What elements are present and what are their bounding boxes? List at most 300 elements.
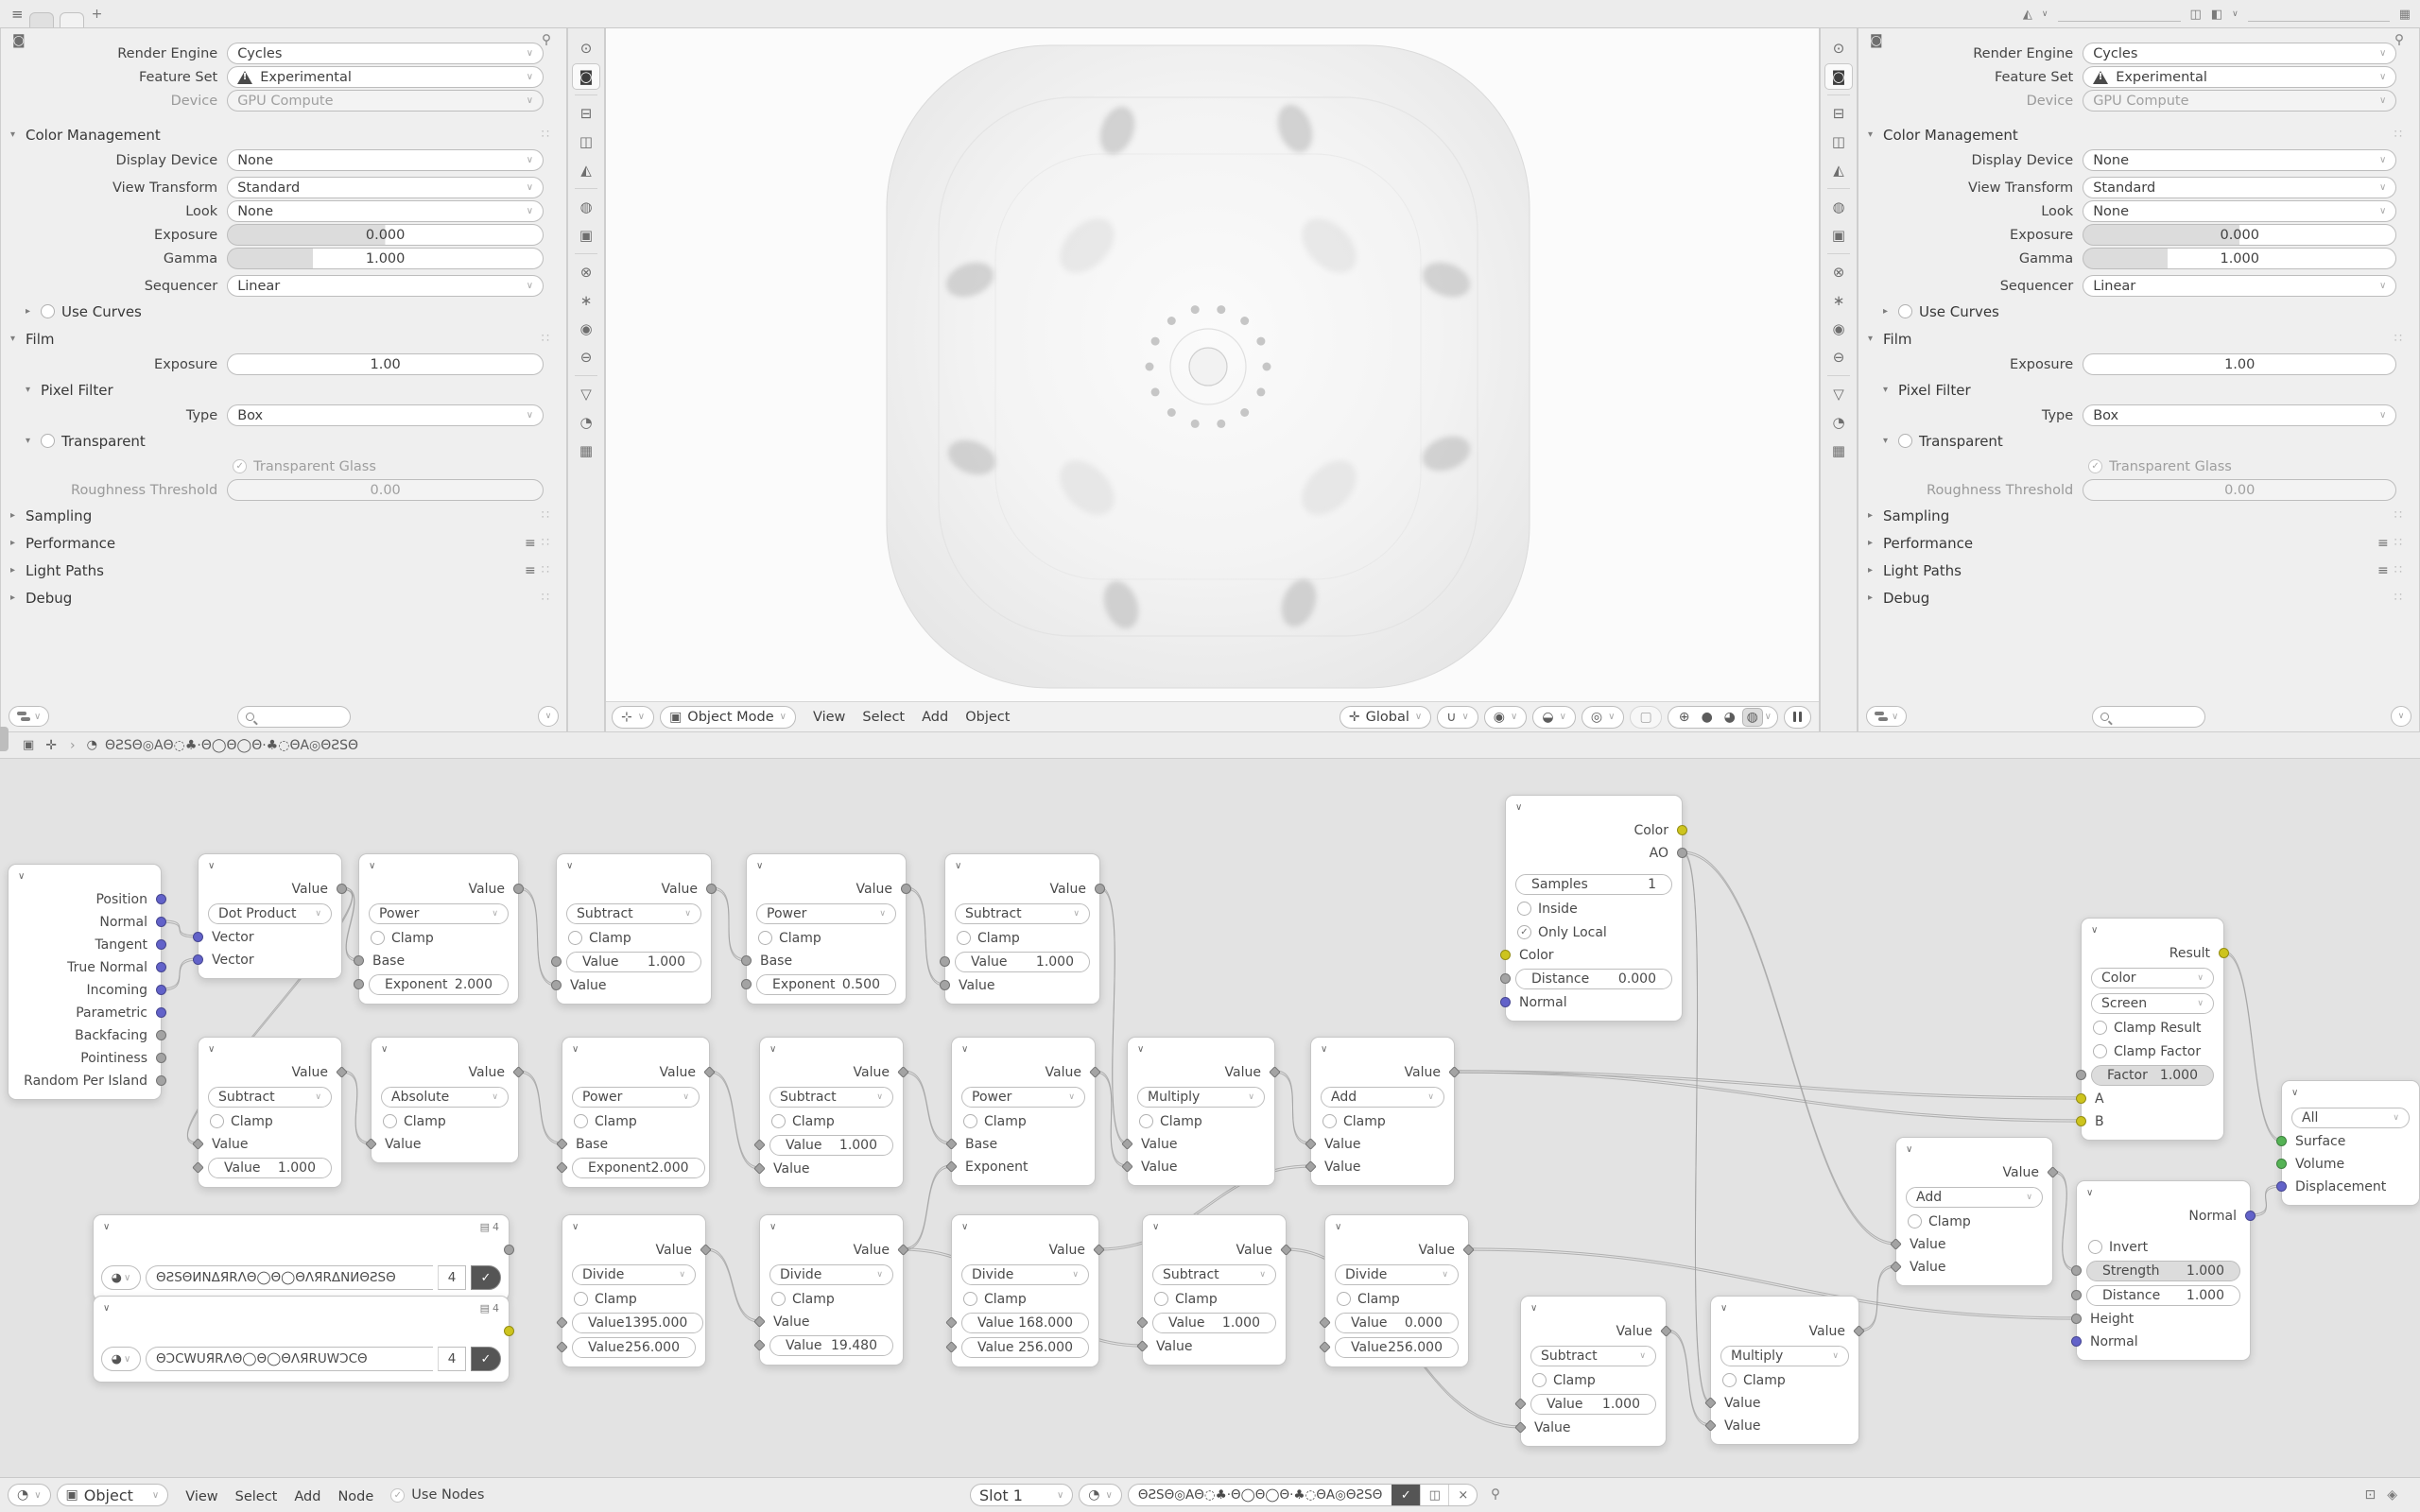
node-header[interactable] (562, 1038, 709, 1061)
snap-dropdown[interactable]: ∪ ∨ (1437, 706, 1478, 729)
checkbox-clamp[interactable] (771, 1114, 786, 1128)
properties-context-icon[interactable]: ◙ (12, 33, 26, 48)
operation-dropdown[interactable]: Color ∨ (2091, 968, 2214, 988)
value-field-roughness-threshold[interactable] (227, 479, 544, 501)
node-header[interactable] (562, 1215, 705, 1239)
subsection-header-use-curves[interactable] (1, 298, 566, 325)
collapse-chevron-icon[interactable]: ∨ (1335, 1222, 1342, 1232)
node-header[interactable] (1128, 1038, 1274, 1061)
output-socket-Result[interactable] (2219, 948, 2229, 958)
value-field-value[interactable] (572, 1313, 703, 1333)
chevron-down-icon[interactable]: ∨ (2041, 9, 2048, 19)
value-field-distance[interactable] (1515, 969, 1672, 989)
constraints-icon[interactable]: ⊖ (1832, 349, 1845, 366)
new-scene-icon[interactable]: ◫ (2189, 7, 2202, 22)
value-field-strength[interactable] (2086, 1261, 2240, 1281)
menu-view[interactable]: View (812, 709, 846, 725)
value-field-exponent[interactable] (369, 974, 509, 995)
collapse-chevron-icon[interactable]: ∨ (1530, 1303, 1538, 1314)
checkbox-only-local[interactable]: ✓ (1517, 925, 1531, 939)
checkbox-clamp[interactable] (371, 931, 385, 945)
operation-dropdown[interactable]: All ∨ (2291, 1108, 2410, 1128)
operation-dropdown[interactable]: Add ∨ (1906, 1187, 2043, 1208)
checkbox-clamp[interactable] (574, 1292, 588, 1306)
checkbox[interactable]: ✓ (2088, 459, 2102, 473)
section-header-performance[interactable] (1, 529, 566, 557)
dropdown-device[interactable] (227, 90, 544, 112)
dropdown-sequencer[interactable] (227, 275, 544, 297)
object-data-icon[interactable]: ▽ (1833, 386, 1844, 403)
checkbox-clamp[interactable] (758, 931, 772, 945)
dropdown-feature-set[interactable] (2083, 66, 2396, 88)
node-header[interactable] (2077, 1181, 2250, 1205)
value-field-exponent[interactable] (572, 1158, 705, 1178)
operation-dropdown[interactable]: Subtract ∨ (1152, 1264, 1276, 1285)
checkbox-clamp-result[interactable] (2093, 1021, 2107, 1035)
dropdown-type[interactable] (2083, 404, 2396, 426)
checkbox-clamp[interactable] (1908, 1214, 1922, 1228)
node-header[interactable] (952, 1038, 1095, 1061)
collapse-chevron-icon[interactable]: ∨ (955, 861, 962, 871)
output-icon[interactable]: ⊟ (1832, 105, 1845, 122)
collapse-chevron-icon[interactable]: ∨ (1906, 1144, 1913, 1155)
world-icon[interactable]: ◍ (579, 198, 593, 215)
input-socket-Distance[interactable] (2071, 1290, 2082, 1300)
dropdown-device[interactable] (2083, 90, 2396, 112)
node-header[interactable] (1896, 1138, 2052, 1161)
node-mix[interactable] (2081, 918, 2224, 1141)
output-socket-Incoming[interactable] (156, 985, 166, 995)
drag-dots-icon[interactable]: ∷ (541, 508, 551, 523)
operation-dropdown[interactable]: Subtract ∨ (208, 1087, 332, 1108)
collapse-chevron-icon[interactable]: ∨ (1720, 1303, 1728, 1314)
node-div1[interactable] (562, 1214, 706, 1367)
list-icon[interactable]: ≡ (2377, 562, 2389, 578)
output-socket-Tangent[interactable] (156, 939, 166, 950)
options-dropdown[interactable]: ∨ (2391, 706, 2411, 727)
output-socket-image[interactable] (504, 1245, 514, 1255)
collapse-chevron-icon[interactable]: ∨ (769, 1044, 777, 1055)
physics-icon[interactable]: ◉ (1832, 320, 1845, 337)
node-add1[interactable] (1310, 1037, 1455, 1186)
input-socket-Surface[interactable] (2276, 1136, 2287, 1146)
browse-image-dropdown[interactable]: ◕ ∨ (101, 1265, 141, 1290)
collapse-chevron-icon[interactable]: ∨ (208, 861, 216, 871)
checkbox-clamp[interactable] (1154, 1292, 1168, 1306)
node-mult1[interactable] (1127, 1037, 1275, 1186)
value-field-exponent[interactable] (756, 974, 896, 995)
shading-options-dropdown[interactable]: ∨ (1764, 712, 1772, 722)
new-material-copy-button[interactable]: ◫ (1420, 1484, 1448, 1506)
checkbox-clamp[interactable] (771, 1292, 786, 1306)
section-header-debug[interactable] (1858, 584, 2419, 611)
properties-context-icon[interactable]: ◙ (1870, 33, 1883, 48)
output-socket-Position[interactable] (156, 894, 166, 904)
output-socket-Parametric[interactable] (156, 1007, 166, 1018)
object-data-icon[interactable]: ▽ (580, 386, 592, 403)
output-socket-Random Per Island[interactable] (156, 1075, 166, 1086)
output-socket-True Normal[interactable] (156, 962, 166, 972)
drag-dots-icon[interactable]: ∷ (2394, 508, 2404, 523)
pause-render-button[interactable] (1784, 706, 1811, 729)
collapse-chevron-icon[interactable]: ∨ (1137, 1044, 1145, 1055)
collapse-chevron-icon[interactable]: ∨ (1515, 802, 1523, 813)
node-out[interactable] (2281, 1080, 2420, 1206)
region-corner-handle[interactable] (0, 727, 9, 751)
xray-toggle[interactable] (1630, 706, 1661, 729)
unlink-material-button[interactable]: × (1448, 1484, 1477, 1506)
value-field-value[interactable] (1152, 1313, 1276, 1333)
menu-node[interactable]: Node (337, 1488, 374, 1504)
collapse-chevron-icon[interactable]: ∨ (572, 1222, 579, 1232)
node-tex1[interactable] (93, 1214, 510, 1301)
value-field-factor[interactable] (2091, 1065, 2214, 1086)
section-header-film[interactable] (1, 325, 566, 352)
node-sub2[interactable] (944, 853, 1100, 1005)
checkbox-clamp[interactable] (1532, 1373, 1547, 1387)
checkbox-invert[interactable] (2088, 1240, 2102, 1254)
node-header[interactable] (94, 1297, 509, 1320)
collapse-chevron-icon[interactable]: ∨ (381, 1044, 389, 1055)
node-div4[interactable] (1324, 1214, 1469, 1367)
value-field-value[interactable] (961, 1337, 1089, 1358)
input-socket-Vector[interactable] (193, 932, 203, 942)
value-field-value[interactable] (1335, 1337, 1459, 1358)
active-tool-button[interactable]: ⊹ ∨ (612, 706, 654, 729)
editor-type-dropdown[interactable]: ◔ ∨ (8, 1484, 51, 1506)
checkbox-clamp[interactable] (1322, 1114, 1337, 1128)
input-socket-A[interactable] (2076, 1093, 2086, 1104)
input-socket-Normal[interactable] (2071, 1336, 2082, 1347)
input-socket-Factor[interactable] (2076, 1070, 2086, 1080)
checkbox-inside[interactable] (1517, 902, 1531, 916)
operation-dropdown[interactable]: Power ∨ (572, 1087, 700, 1108)
modifiers-icon[interactable]: ⊗ (1832, 264, 1845, 281)
dropdown-feature-set[interactable] (227, 66, 544, 88)
view-layer-selector[interactable] (2248, 7, 2390, 22)
output-socket-Value[interactable] (1095, 884, 1105, 894)
drag-dots-icon[interactable]: ∷ (2394, 128, 2404, 142)
dropdown-sequencer[interactable] (2083, 275, 2396, 297)
dropdown-view-transform[interactable] (227, 177, 544, 198)
value-field-value[interactable] (961, 1313, 1089, 1333)
value-field-exposure[interactable] (2083, 224, 2396, 246)
scene-selector[interactable] (2058, 7, 2181, 22)
chevron-down-icon[interactable]: ∨ (2232, 9, 2238, 19)
show-gizmo-dropdown[interactable]: ◒ ∨ (1532, 706, 1576, 729)
checkbox-clamp[interactable] (574, 1114, 588, 1128)
input-socket-Height[interactable] (2071, 1314, 2082, 1324)
dropdown-type[interactable] (227, 404, 544, 426)
node-ao[interactable] (1505, 795, 1683, 1022)
operation-dropdown[interactable]: Multiply ∨ (1720, 1346, 1849, 1366)
node-tex2[interactable] (93, 1296, 510, 1383)
tool-icon[interactable]: ⊙ (1832, 40, 1845, 57)
input-socket-Displacement[interactable] (2276, 1181, 2287, 1192)
section-header-debug[interactable] (1, 584, 566, 611)
editor-type-button[interactable]: ∨ (1866, 706, 1907, 727)
app-menu-icon[interactable]: ≡ (11, 5, 24, 23)
editor-type-button[interactable]: ∨ (9, 706, 49, 727)
operation-dropdown[interactable]: Dot Product ∨ (208, 903, 332, 924)
move-icon[interactable]: ✛ (45, 737, 58, 753)
material-slot-dropdown[interactable]: Slot 1 ∨ (970, 1484, 1073, 1506)
value-field-value[interactable] (1335, 1313, 1459, 1333)
menu-object[interactable]: Object (965, 709, 1011, 725)
output-socket-Backfacing[interactable] (156, 1030, 166, 1040)
menu-add[interactable]: Add (294, 1488, 321, 1504)
node-header[interactable] (2082, 919, 2223, 942)
render-icon[interactable]: ◙ (1824, 63, 1853, 90)
collapse-chevron-icon[interactable]: ∨ (961, 1044, 969, 1055)
view-layer-icon[interactable]: ◫ (1831, 133, 1846, 150)
operation-dropdown[interactable]: Divide ∨ (572, 1264, 696, 1285)
output-socket-Value[interactable] (513, 884, 524, 894)
node-add2[interactable] (1895, 1137, 2053, 1286)
mode-dropdown[interactable]: ▣ Object Mode ∨ (660, 706, 796, 729)
transform-orientation-dropdown[interactable]: ✛ Global ∨ (1340, 706, 1431, 729)
collapse-chevron-icon[interactable]: ∨ (572, 1044, 579, 1055)
section-header-light-paths[interactable] (1858, 557, 2419, 584)
menu-add[interactable]: Add (922, 709, 949, 725)
new-layer-icon[interactable]: ▦ (2398, 7, 2411, 22)
node-pow1[interactable] (358, 853, 519, 1005)
node-sub4[interactable] (759, 1037, 904, 1188)
node-header[interactable] (1521, 1297, 1666, 1320)
output-icon[interactable]: ⊟ (579, 105, 593, 122)
node-canvas[interactable] (0, 759, 2420, 1477)
checkbox[interactable] (41, 434, 55, 448)
section-header-color-management[interactable] (1, 121, 566, 148)
value-field-value[interactable] (1530, 1394, 1656, 1415)
input-socket-Normal[interactable] (1500, 997, 1511, 1007)
constraints-icon[interactable]: ⊖ (579, 349, 593, 366)
dropdown-view-transform[interactable] (2083, 177, 2396, 198)
node-div2[interactable] (759, 1214, 904, 1366)
dropdown-render-engine[interactable] (2083, 43, 2396, 64)
node-header[interactable] (94, 1215, 509, 1239)
checkbox-clamp[interactable] (963, 1114, 977, 1128)
shading-rendered-button[interactable]: ◍ (1742, 708, 1763, 727)
operation-dropdown[interactable]: Screen ∨ (2091, 993, 2214, 1014)
drag-dots-icon[interactable]: ∷ (541, 536, 551, 550)
operation-dropdown[interactable]: Power ∨ (756, 903, 896, 924)
object-icon[interactable]: ▣ (1831, 227, 1846, 244)
node-bump[interactable] (2076, 1180, 2251, 1361)
fake-user-shield-button[interactable]: ✓ (471, 1347, 501, 1371)
value-field-value[interactable] (955, 952, 1090, 972)
node-div3[interactable] (951, 1214, 1099, 1367)
shading-wireframe-button[interactable]: ⊕ (1678, 709, 1690, 725)
texture-icon[interactable]: ▦ (579, 442, 594, 459)
node-pow2[interactable] (746, 853, 907, 1005)
collapse-chevron-icon[interactable]: ∨ (1321, 1044, 1328, 1055)
proportional-editing-dropdown[interactable]: ◉ ∨ (1484, 706, 1528, 729)
output-socket-Normal[interactable] (156, 917, 166, 927)
dropdown-display-device[interactable] (227, 149, 544, 171)
collapse-chevron-icon[interactable]: ∨ (103, 1222, 111, 1232)
output-socket-image[interactable] (504, 1326, 514, 1336)
collapse-chevron-icon[interactable]: ∨ (961, 1222, 969, 1232)
section-header-light-paths[interactable] (1, 557, 566, 584)
input-socket-Value[interactable] (551, 956, 562, 967)
render-icon[interactable]: ◙ (572, 63, 600, 90)
operation-dropdown[interactable]: Power ∨ (961, 1087, 1085, 1108)
menu-select[interactable]: Select (234, 1488, 278, 1504)
drag-dots-icon[interactable]: ∷ (2394, 563, 2404, 577)
shader-type-dropdown[interactable]: ▣ Object ∨ (57, 1484, 169, 1506)
node-sub1[interactable] (556, 853, 712, 1005)
workspace-tab[interactable] (29, 12, 54, 27)
drag-dots-icon[interactable]: ∷ (2394, 591, 2404, 605)
input-socket-Base[interactable] (354, 955, 364, 966)
material-icon[interactable]: ◔ (1832, 414, 1845, 431)
collapse-chevron-icon[interactable]: ∨ (369, 861, 376, 871)
node-header[interactable] (9, 865, 161, 888)
texture-icon[interactable]: ▦ (1831, 442, 1846, 459)
checkbox[interactable]: ✓ (233, 459, 247, 473)
list-icon[interactable]: ≡ (2377, 535, 2389, 551)
node-header[interactable] (1711, 1297, 1858, 1320)
browse-image-dropdown[interactable]: ◕ ∨ (101, 1347, 141, 1371)
subsection-header-pixel-filter[interactable] (1858, 376, 2419, 404)
collapse-chevron-icon[interactable]: ∨ (756, 861, 764, 871)
tool-icon[interactable]: ⊙ (579, 40, 593, 57)
node-mult2[interactable] (1710, 1296, 1859, 1445)
fake-user-shield-button[interactable]: ✓ (1392, 1484, 1420, 1506)
subsection-header-transparent[interactable] (1858, 427, 2419, 455)
operation-dropdown[interactable]: Power ∨ (369, 903, 509, 924)
input-socket-Base[interactable] (741, 955, 752, 966)
section-header-sampling[interactable] (1858, 502, 2419, 529)
input-socket-Exponent[interactable] (741, 979, 752, 989)
node-header[interactable] (760, 1038, 903, 1061)
input-socket-Value[interactable] (551, 980, 562, 990)
particles-icon[interactable]: ∗ (1832, 292, 1845, 309)
input-socket-Value[interactable] (940, 956, 950, 967)
operation-dropdown[interactable]: Multiply ∨ (1137, 1087, 1265, 1108)
menu-select[interactable]: Select (862, 709, 906, 725)
checkbox-clamp[interactable] (1139, 1114, 1153, 1128)
dropdown-render-engine[interactable] (227, 43, 544, 64)
collapse-chevron-icon[interactable]: ∨ (2086, 1188, 2094, 1198)
node-header[interactable] (1325, 1215, 1468, 1239)
node-header[interactable] (945, 854, 1099, 878)
node-sub5[interactable] (1142, 1214, 1287, 1366)
editor-type-icon[interactable]: ▣ (23, 738, 35, 752)
list-icon[interactable]: ≡ (524, 562, 536, 578)
drag-dots-icon[interactable]: ∷ (2394, 332, 2404, 346)
output-socket-Normal[interactable] (2245, 1211, 2256, 1221)
value-field-gamma[interactable] (2083, 248, 2396, 269)
subsection-header-use-curves[interactable] (1858, 298, 2419, 325)
subsection-header-pixel-filter[interactable] (1, 376, 566, 404)
value-field-exposure[interactable] (227, 224, 544, 246)
operation-dropdown[interactable]: Absolute ∨ (381, 1087, 509, 1108)
fake-user-shield-button[interactable]: ✓ (471, 1265, 501, 1290)
operation-dropdown[interactable]: Subtract ∨ (769, 1087, 893, 1108)
node-header[interactable] (1143, 1215, 1286, 1239)
operation-dropdown[interactable]: Add ∨ (1321, 1087, 1444, 1108)
node-header[interactable] (199, 1038, 341, 1061)
use-nodes-checkbox[interactable]: ✓ Use Nodes (390, 1487, 484, 1503)
value-field-exposure[interactable] (227, 353, 544, 375)
output-socket-Color[interactable] (1677, 825, 1687, 835)
input-socket-Value[interactable] (940, 980, 950, 990)
collapse-chevron-icon[interactable]: ∨ (2091, 925, 2099, 936)
node-header[interactable] (199, 854, 341, 878)
node-header[interactable] (359, 854, 518, 878)
value-field-roughness-threshold[interactable] (2083, 479, 2396, 501)
value-field-distance[interactable] (2086, 1285, 2240, 1306)
output-socket-Value[interactable] (901, 884, 911, 894)
input-socket-B[interactable] (2076, 1116, 2086, 1126)
value-field-exposure[interactable] (2083, 353, 2396, 375)
drag-dots-icon[interactable]: ∷ (541, 563, 551, 577)
checkbox-clamp[interactable] (210, 1114, 224, 1128)
value-field-gamma[interactable] (227, 248, 544, 269)
users-count-button[interactable]: 4 (438, 1347, 466, 1371)
input-socket-Vector[interactable] (193, 954, 203, 965)
node-header[interactable] (1311, 1038, 1454, 1061)
drag-dots-icon[interactable]: ∷ (2394, 536, 2404, 550)
node-header[interactable] (760, 1215, 903, 1239)
dropdown-look[interactable] (227, 200, 544, 222)
physics-icon[interactable]: ◉ (579, 320, 593, 337)
checkbox-clamp[interactable] (957, 931, 971, 945)
input-socket-Strength[interactable] (2071, 1265, 2082, 1276)
material-name-field[interactable] (1128, 1484, 1478, 1506)
node-sub3[interactable] (198, 1037, 342, 1188)
section-header-performance[interactable] (1858, 529, 2419, 557)
node-header[interactable] (2282, 1081, 2419, 1105)
operation-dropdown[interactable]: Divide ∨ (961, 1264, 1089, 1285)
section-header-color-management[interactable] (1858, 121, 2419, 148)
node-header[interactable] (557, 854, 711, 878)
pin-icon[interactable] (1489, 1486, 1502, 1504)
operation-dropdown[interactable]: Subtract ∨ (1530, 1346, 1656, 1366)
browse-material-dropdown[interactable]: ◔ ∨ (1079, 1484, 1122, 1506)
node-sub6[interactable] (1520, 1296, 1667, 1447)
drag-dots-icon[interactable]: ∷ (541, 128, 551, 142)
material-icon[interactable]: ◔ (579, 414, 593, 431)
collapse-chevron-icon[interactable]: ∨ (2291, 1088, 2299, 1098)
collapse-chevron-icon[interactable]: ∨ (103, 1303, 111, 1314)
shader-node-editor[interactable] (0, 732, 2420, 1477)
value-field-value[interactable] (769, 1335, 893, 1356)
menu-view[interactable]: View (185, 1488, 218, 1504)
checkbox-clamp[interactable] (963, 1292, 977, 1306)
shading-material-button[interactable]: ◕ (1723, 709, 1736, 725)
checkbox-clamp[interactable] (383, 1114, 397, 1128)
shading-solid-button[interactable]: ● (1701, 709, 1713, 725)
dropdown-look[interactable] (2083, 200, 2396, 222)
checkbox-clamp[interactable] (1722, 1373, 1737, 1387)
node-header[interactable] (372, 1038, 518, 1061)
input-socket-Volume[interactable] (2276, 1159, 2287, 1169)
node-abs1[interactable] (371, 1037, 519, 1163)
view-layer-icon[interactable]: ◫ (579, 133, 594, 150)
operation-dropdown[interactable]: Divide ∨ (1335, 1264, 1459, 1285)
checkbox[interactable] (41, 304, 55, 318)
add-workspace-icon[interactable]: + (91, 6, 103, 22)
value-field-value[interactable] (208, 1158, 332, 1178)
collapse-chevron-icon[interactable]: ∨ (1152, 1222, 1160, 1232)
collapse-chevron-icon[interactable]: ∨ (18, 871, 26, 882)
checkbox-clamp-factor[interactable] (2093, 1044, 2107, 1058)
node-pow3[interactable] (562, 1037, 710, 1188)
checkbox[interactable] (1898, 434, 1912, 448)
